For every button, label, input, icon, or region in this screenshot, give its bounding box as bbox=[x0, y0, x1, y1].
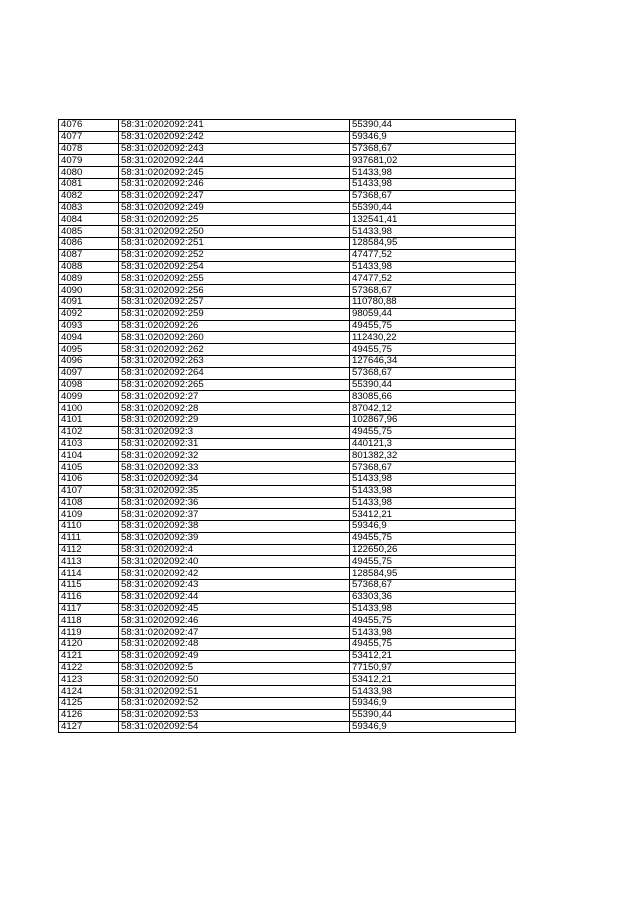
table-row bbox=[59, 698, 516, 710]
cadastral-number-cell: 58:31:0202092:37 bbox=[119, 509, 350, 521]
value-cell: 122650,26 bbox=[350, 544, 516, 556]
cadastral-number-cell: 58:31:0202092:5 bbox=[119, 662, 350, 674]
table-row bbox=[59, 155, 516, 167]
table-row bbox=[59, 473, 516, 485]
row-number-cell: 4095 bbox=[59, 344, 119, 356]
value-cell: 49455,75 bbox=[350, 556, 516, 568]
cadastral-number-cell: 58:31:0202092:28 bbox=[119, 403, 350, 415]
value-cell: 102867,96 bbox=[350, 414, 516, 426]
value-cell: 51433,98 bbox=[350, 178, 516, 190]
value-cell: 59346,9 bbox=[350, 721, 516, 733]
table-row bbox=[59, 639, 516, 651]
value-cell: 47477,52 bbox=[350, 249, 516, 261]
value-cell: 128584,95 bbox=[350, 237, 516, 249]
cadastral-number-cell: 58:31:0202092:243 bbox=[119, 143, 350, 155]
row-number-cell: 4096 bbox=[59, 355, 119, 367]
value-cell: 51433,98 bbox=[350, 473, 516, 485]
cadastral-number-cell: 58:31:0202092:26 bbox=[119, 320, 350, 332]
value-cell: 55390,44 bbox=[350, 709, 516, 721]
value-cell: 53412,21 bbox=[350, 650, 516, 662]
table-row bbox=[59, 485, 516, 497]
value-cell: 49455,75 bbox=[350, 426, 516, 438]
value-cell: 51433,98 bbox=[350, 603, 516, 615]
cadastral-number-cell: 58:31:0202092:250 bbox=[119, 226, 350, 238]
row-number-cell: 4125 bbox=[59, 698, 119, 710]
cadastral-number-cell: 58:31:0202092:3 bbox=[119, 426, 350, 438]
table-row bbox=[59, 355, 516, 367]
value-cell: 440121,3 bbox=[350, 438, 516, 450]
table-row bbox=[59, 379, 516, 391]
cadastral-number-cell: 58:31:0202092:262 bbox=[119, 344, 350, 356]
table-row bbox=[59, 591, 516, 603]
table-row bbox=[59, 662, 516, 674]
row-number-cell: 4121 bbox=[59, 650, 119, 662]
row-number-cell: 4077 bbox=[59, 131, 119, 143]
cadastral-number-cell: 58:31:0202092:249 bbox=[119, 202, 350, 214]
row-number-cell: 4105 bbox=[59, 462, 119, 474]
cadastral-number-cell: 58:31:0202092:31 bbox=[119, 438, 350, 450]
cadastral-number-cell: 58:31:0202092:33 bbox=[119, 462, 350, 474]
value-cell: 51433,98 bbox=[350, 485, 516, 497]
table-row bbox=[59, 721, 516, 733]
row-number-cell: 4082 bbox=[59, 190, 119, 202]
cadastral-number-cell: 58:31:0202092:36 bbox=[119, 497, 350, 509]
value-cell: 51433,98 bbox=[350, 226, 516, 238]
row-number-cell: 4098 bbox=[59, 379, 119, 391]
value-cell: 49455,75 bbox=[350, 532, 516, 544]
table-row bbox=[59, 178, 516, 190]
cadastral-number-cell: 58:31:0202092:42 bbox=[119, 568, 350, 580]
value-cell: 59346,9 bbox=[350, 521, 516, 533]
table-row bbox=[59, 509, 516, 521]
cadastral-number-cell: 58:31:0202092:259 bbox=[119, 308, 350, 320]
cadastral-number-cell: 58:31:0202092:25 bbox=[119, 214, 350, 226]
value-cell: 55390,44 bbox=[350, 379, 516, 391]
row-number-cell: 4115 bbox=[59, 580, 119, 592]
value-cell: 63303,36 bbox=[350, 591, 516, 603]
table-row bbox=[59, 261, 516, 273]
cadastral-number-cell: 58:31:0202092:43 bbox=[119, 580, 350, 592]
table-row bbox=[59, 214, 516, 226]
cadastral-number-cell: 58:31:0202092:47 bbox=[119, 627, 350, 639]
table-row bbox=[59, 627, 516, 639]
cadastral-number-cell: 58:31:0202092:264 bbox=[119, 367, 350, 379]
cadastral-number-cell: 58:31:0202092:244 bbox=[119, 155, 350, 167]
table-row bbox=[59, 674, 516, 686]
value-cell: 55390,44 bbox=[350, 120, 516, 132]
row-number-cell: 4110 bbox=[59, 521, 119, 533]
cadastral-number-cell: 58:31:0202092:242 bbox=[119, 131, 350, 143]
row-number-cell: 4122 bbox=[59, 662, 119, 674]
cadastral-number-cell: 58:31:0202092:50 bbox=[119, 674, 350, 686]
row-number-cell: 4093 bbox=[59, 320, 119, 332]
value-cell: 51433,98 bbox=[350, 261, 516, 273]
cadastral-number-cell: 58:31:0202092:34 bbox=[119, 473, 350, 485]
row-number-cell: 4085 bbox=[59, 226, 119, 238]
value-cell: 53412,21 bbox=[350, 674, 516, 686]
value-cell: 77150,97 bbox=[350, 662, 516, 674]
row-number-cell: 4079 bbox=[59, 155, 119, 167]
table-row bbox=[59, 344, 516, 356]
cadastral-number-cell: 58:31:0202092:4 bbox=[119, 544, 350, 556]
row-number-cell: 4108 bbox=[59, 497, 119, 509]
cadastral-value-table bbox=[58, 119, 516, 733]
table-row bbox=[59, 237, 516, 249]
table-row bbox=[59, 497, 516, 509]
value-cell: 59346,9 bbox=[350, 698, 516, 710]
value-cell: 110780,88 bbox=[350, 296, 516, 308]
table-row bbox=[59, 438, 516, 450]
row-number-cell: 4097 bbox=[59, 367, 119, 379]
row-number-cell: 4089 bbox=[59, 273, 119, 285]
value-cell: 51433,98 bbox=[350, 627, 516, 639]
cadastral-number-cell: 58:31:0202092:54 bbox=[119, 721, 350, 733]
row-number-cell: 4076 bbox=[59, 120, 119, 132]
row-number-cell: 4078 bbox=[59, 143, 119, 155]
row-number-cell: 4118 bbox=[59, 615, 119, 627]
cadastral-number-cell: 58:31:0202092:241 bbox=[119, 120, 350, 132]
value-cell: 47477,52 bbox=[350, 273, 516, 285]
table-row bbox=[59, 332, 516, 344]
row-number-cell: 4087 bbox=[59, 249, 119, 261]
cadastral-number-cell: 58:31:0202092:48 bbox=[119, 639, 350, 651]
document-page bbox=[58, 119, 515, 733]
value-cell: 53412,21 bbox=[350, 509, 516, 521]
cadastral-number-cell: 58:31:0202092:44 bbox=[119, 591, 350, 603]
table-row bbox=[59, 521, 516, 533]
table-row bbox=[59, 544, 516, 556]
row-number-cell: 4090 bbox=[59, 285, 119, 297]
row-number-cell: 4094 bbox=[59, 332, 119, 344]
cadastral-number-cell: 58:31:0202092:260 bbox=[119, 332, 350, 344]
row-number-cell: 4113 bbox=[59, 556, 119, 568]
cadastral-number-cell: 58:31:0202092:245 bbox=[119, 167, 350, 179]
row-number-cell: 4084 bbox=[59, 214, 119, 226]
row-number-cell: 4112 bbox=[59, 544, 119, 556]
cadastral-number-cell: 58:31:0202092:49 bbox=[119, 650, 350, 662]
cadastral-number-cell: 58:31:0202092:265 bbox=[119, 379, 350, 391]
table-row bbox=[59, 320, 516, 332]
table-row bbox=[59, 285, 516, 297]
value-cell: 98059,44 bbox=[350, 308, 516, 320]
cadastral-number-cell: 58:31:0202092:27 bbox=[119, 391, 350, 403]
value-cell: 132541,41 bbox=[350, 214, 516, 226]
cadastral-number-cell: 58:31:0202092:53 bbox=[119, 709, 350, 721]
cadastral-number-cell: 58:31:0202092:35 bbox=[119, 485, 350, 497]
value-cell: 55390,44 bbox=[350, 202, 516, 214]
table-row bbox=[59, 532, 516, 544]
row-number-cell: 4104 bbox=[59, 450, 119, 462]
value-cell: 51433,98 bbox=[350, 686, 516, 698]
cadastral-number-cell: 58:31:0202092:32 bbox=[119, 450, 350, 462]
row-number-cell: 4091 bbox=[59, 296, 119, 308]
table-row bbox=[59, 249, 516, 261]
value-cell: 49455,75 bbox=[350, 615, 516, 627]
value-cell: 128584,95 bbox=[350, 568, 516, 580]
row-number-cell: 4123 bbox=[59, 674, 119, 686]
table-row bbox=[59, 403, 516, 415]
row-number-cell: 4116 bbox=[59, 591, 119, 603]
row-number-cell: 4100 bbox=[59, 403, 119, 415]
table-row bbox=[59, 202, 516, 214]
cadastral-number-cell: 58:31:0202092:51 bbox=[119, 686, 350, 698]
row-number-cell: 4106 bbox=[59, 473, 119, 485]
row-number-cell: 4102 bbox=[59, 426, 119, 438]
cadastral-number-cell: 58:31:0202092:52 bbox=[119, 698, 350, 710]
row-number-cell: 4120 bbox=[59, 639, 119, 651]
cadastral-number-cell: 58:31:0202092:263 bbox=[119, 355, 350, 367]
table-row bbox=[59, 686, 516, 698]
row-number-cell: 4083 bbox=[59, 202, 119, 214]
table-row bbox=[59, 273, 516, 285]
cadastral-number-cell: 58:31:0202092:256 bbox=[119, 285, 350, 297]
cadastral-number-cell: 58:31:0202092:38 bbox=[119, 521, 350, 533]
value-cell: 57368,67 bbox=[350, 285, 516, 297]
table-row bbox=[59, 391, 516, 403]
cadastral-number-cell: 58:31:0202092:246 bbox=[119, 178, 350, 190]
cadastral-number-cell: 58:31:0202092:254 bbox=[119, 261, 350, 273]
cadastral-number-cell: 58:31:0202092:252 bbox=[119, 249, 350, 261]
table-row bbox=[59, 308, 516, 320]
cadastral-number-cell: 58:31:0202092:45 bbox=[119, 603, 350, 615]
table-row bbox=[59, 414, 516, 426]
table-row bbox=[59, 167, 516, 179]
value-cell: 57368,67 bbox=[350, 462, 516, 474]
cadastral-number-cell: 58:31:0202092:257 bbox=[119, 296, 350, 308]
row-number-cell: 4088 bbox=[59, 261, 119, 273]
table-row bbox=[59, 131, 516, 143]
table-body bbox=[59, 120, 516, 733]
table-row bbox=[59, 120, 516, 132]
row-number-cell: 4111 bbox=[59, 532, 119, 544]
value-cell: 49455,75 bbox=[350, 344, 516, 356]
value-cell: 801382,32 bbox=[350, 450, 516, 462]
value-cell: 57368,67 bbox=[350, 367, 516, 379]
value-cell: 59346,9 bbox=[350, 131, 516, 143]
cadastral-number-cell: 58:31:0202092:247 bbox=[119, 190, 350, 202]
table-row bbox=[59, 367, 516, 379]
table-row bbox=[59, 568, 516, 580]
value-cell: 127646,34 bbox=[350, 355, 516, 367]
table-row bbox=[59, 190, 516, 202]
table-row bbox=[59, 650, 516, 662]
row-number-cell: 4081 bbox=[59, 178, 119, 190]
table-row bbox=[59, 296, 516, 308]
cadastral-number-cell: 58:31:0202092:40 bbox=[119, 556, 350, 568]
row-number-cell: 4124 bbox=[59, 686, 119, 698]
table-row bbox=[59, 426, 516, 438]
value-cell: 51433,98 bbox=[350, 167, 516, 179]
table-row bbox=[59, 580, 516, 592]
value-cell: 51433,98 bbox=[350, 497, 516, 509]
row-number-cell: 4080 bbox=[59, 167, 119, 179]
cadastral-number-cell: 58:31:0202092:255 bbox=[119, 273, 350, 285]
row-number-cell: 4119 bbox=[59, 627, 119, 639]
cadastral-number-cell: 58:31:0202092:29 bbox=[119, 414, 350, 426]
value-cell: 112430,22 bbox=[350, 332, 516, 344]
table-row bbox=[59, 226, 516, 238]
cadastral-number-cell: 58:31:0202092:251 bbox=[119, 237, 350, 249]
row-number-cell: 4092 bbox=[59, 308, 119, 320]
value-cell: 49455,75 bbox=[350, 320, 516, 332]
value-cell: 83085,66 bbox=[350, 391, 516, 403]
row-number-cell: 4114 bbox=[59, 568, 119, 580]
value-cell: 57368,67 bbox=[350, 580, 516, 592]
table-row bbox=[59, 709, 516, 721]
cadastral-number-cell: 58:31:0202092:46 bbox=[119, 615, 350, 627]
value-cell: 937681,02 bbox=[350, 155, 516, 167]
row-number-cell: 4103 bbox=[59, 438, 119, 450]
row-number-cell: 4117 bbox=[59, 603, 119, 615]
value-cell: 49455,75 bbox=[350, 639, 516, 651]
row-number-cell: 4101 bbox=[59, 414, 119, 426]
value-cell: 57368,67 bbox=[350, 143, 516, 155]
row-number-cell: 4099 bbox=[59, 391, 119, 403]
row-number-cell: 4109 bbox=[59, 509, 119, 521]
value-cell: 87042,12 bbox=[350, 403, 516, 415]
table-row bbox=[59, 462, 516, 474]
table-row bbox=[59, 450, 516, 462]
row-number-cell: 4126 bbox=[59, 709, 119, 721]
table-row bbox=[59, 143, 516, 155]
table-row bbox=[59, 615, 516, 627]
row-number-cell: 4086 bbox=[59, 237, 119, 249]
value-cell: 57368,67 bbox=[350, 190, 516, 202]
row-number-cell: 4127 bbox=[59, 721, 119, 733]
table-row bbox=[59, 603, 516, 615]
row-number-cell: 4107 bbox=[59, 485, 119, 497]
cadastral-number-cell: 58:31:0202092:39 bbox=[119, 532, 350, 544]
table-row bbox=[59, 556, 516, 568]
